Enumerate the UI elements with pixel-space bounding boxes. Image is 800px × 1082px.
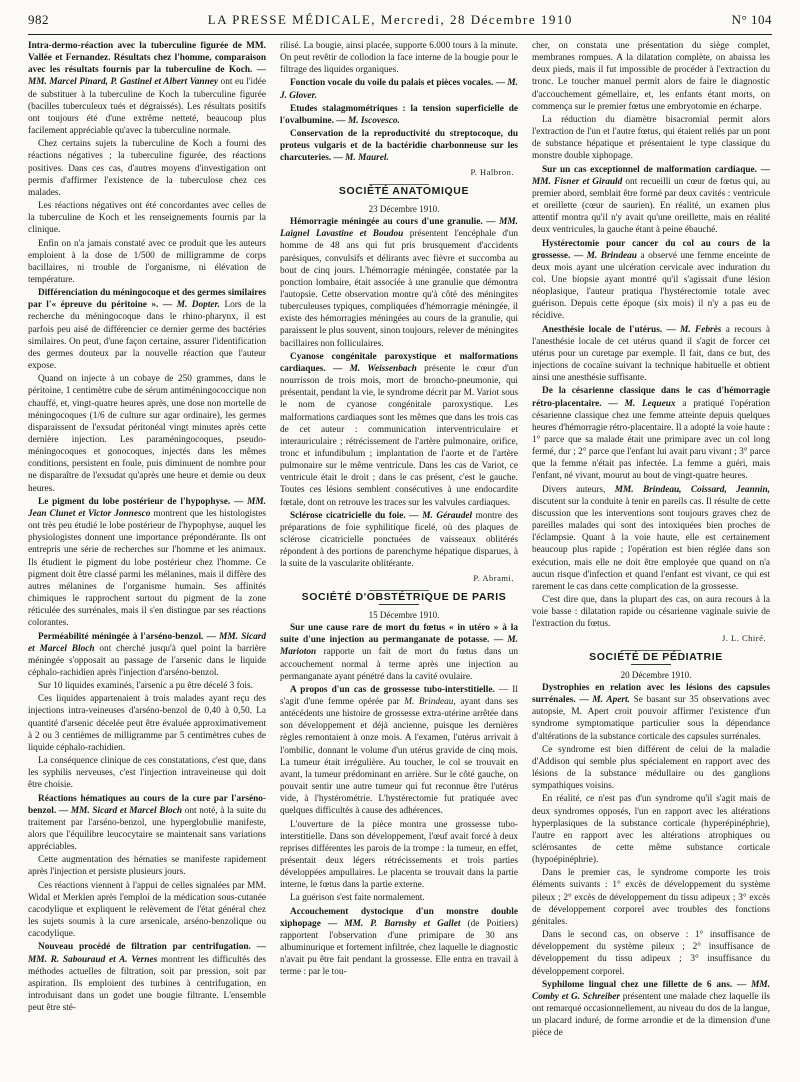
authors: MM. Fisner et Girauld (532, 176, 623, 187)
paragraph: cher, on constata une présentation du siège complet, membranes rompues. A la dilatation complète, on abaissa les deux pieds, mais il fut impossible de procéder à l'extraction du tronc. Le toucher manuel permit alors de faire le diagnostic d'accouchement gémellaire, et, les enfants étant morts, on commença sur le premier fœtus une embryotomie en écharpe. (532, 41, 770, 112)
paragraph: Syphilome lingual chez une fillette de 6 ans. — MM. Comby et G. Schreiber présentent une malade chez laquelle ils ont remarqué occasionnellement, au niveau du dos de la langue, un placard induré, de forme arrondie et de la dimension d'une pièce de (532, 979, 770, 1039)
authors: M. Apert. (592, 695, 630, 706)
authors: M. Iscovesco. (347, 115, 400, 126)
paragraph: Hémorragie méningée au cours d'une granulie. — MM. Laignel Lavastine et Boudou présentent l'encéphale d'un homme de 48 ans qui fut pris brusquement d'accidents parésiques, convulsifs et délirants avec fièvre et succomba au bout de cinq jours. L'hémorragie méningée, constatée par la ponction lombaire, était associée à une granulie que démontra l'autopsie. Cette observation montre qu'à côté des méningites tuberculeuses typiques, compliquées d'hémorragie méningée, il existe des hémorragies méningées au cours de la granulie, qui paraissent le plus souvent, sinon toujours, relever de méningites bacillaires non folliculaires. (280, 217, 518, 349)
authors: M. Dopter. (176, 300, 220, 311)
paragraph: rilisé. La bougie, ainsi placée, supporte 6.000 tours à la minute. On peut revêtir de collodion la face interne de la bougie pour le filtrage des liquides organiques. (280, 41, 518, 76)
section-rule (379, 604, 419, 605)
section-title: SOCIÉTÉ D'OBSTÉTRIQUE DE PARIS (301, 590, 507, 603)
column-1 (28, 40, 266, 1076)
authors: MM. Jean Clunet et Victor Jonnesco (28, 496, 266, 519)
article-heading: Etudes stalagmométriques : la tension superficielle de l'ovalbumine. — (280, 103, 518, 126)
article-heading: Perméabilité méningée à l'arséno-benzol. — (38, 631, 216, 642)
paragraph: Réactions hématiques au cours de la cure par l'arséno-benzol. — MM. Sicard et Marcel Bloch ont noté, à la suite du traitement par l'arséno-benzol, une hyperglobulie manifeste, alors que l'équilibre leucocytaire se maintenait sans variations appréciables. (28, 793, 266, 853)
section-rule (631, 664, 671, 665)
paragraph: La réduction du diamètre bisacromial permit alors l'extraction de l'un et l'autre fœtus, qui étaient reliés par un pont de substance hépatique et présentaient le type classique du monstre double xiphopage. (532, 114, 770, 162)
paragraph: Chez certains sujets la tuberculine de Koch a fourni des réactions négatives ; la tuberculine figurée, des réactions positives. Dans ces cas, d'autres moyens d'investigation ont permis d'affirmer l'existence de la tuberculose chez ces malades. (28, 139, 266, 198)
article-heading: Syphilome lingual chez une fillette de 6 ans. — (542, 979, 747, 990)
article-heading: Sur un cas exceptionnel de malformation cardiaque. — (542, 164, 770, 175)
paragraph (280, 77, 518, 101)
paragraph: Ces réactions viennent à l'appui de celles signalées par MM. Widal et Merklen après l'emploi de la médication sous-cutanée cacodylique et expliquent le relèvement de l'état général chez les sujets soumis à la cure arsenicale, arséno-benzolique ou cacodylique. (28, 880, 266, 940)
paragraph: C'est dire que, dans la plupart des cas, on aura recours à la voie basse : dilatation rapide ou césarienne vaginale suivie de l'extraction du fœtus. (532, 595, 770, 630)
paragraph: En réalité, ce n'est pas d'un syndrome qu'il s'agit mais de deux syndromes opposés, l'un en rapport avec les altérations hyperplasiques de la substance corticale (hyperépinéphrie), l'autre en rapport avec les altérations atrophiques ou sclérosantes de cette même substance corticale (hypoépinéphrie). (532, 794, 770, 866)
article-heading: Différenciation du méningocoque et des germes similaires par l'« épreuve du péritoine ». — (28, 288, 266, 311)
article-heading: Intra-dermo-réaction avec la tuberculine figurée de MM. Vallée et Fernandez. Résultats chez l'homme, comparaison avec les résultats fournis par la tuberculine de Koch. — (28, 41, 266, 76)
report-signature: J. L. Chiré. (721, 632, 766, 643)
authors: MM. Brindeau, Coissard, Jeannin, (614, 484, 770, 495)
paragraph: Ces liquides appartenaient à trois malades ayant reçu des injections intra-veineuses d'arséno-benzol de 0,40 à 0,50. La quantité d'arsenic décelée peut être évaluée approximativement à 2 ou 3 centièmes de milligramme par 5 centimètres cubes de liquide céphalo-rachidien. (28, 694, 266, 753)
paragraph: Dystrophies en relation avec les lésions des capsules surrénales. — M. Apert. Se basant sur 35 observations avec autopsie, M. Apert croit pouvoir affirmer l'existence d'un syndrome symptomatique particulier sous la dépendance d'altérations de la substance corticale des capsules surrénales. (532, 682, 770, 742)
section-date: 23 Décembre 1910. (368, 203, 440, 214)
section-title: SOCIÉTÉ DE PÉDIATRIE (589, 650, 723, 663)
paragraph: Les réactions négatives ont été concordantes avec celles de la tuberculine de Koch et les renseignements fournis par la clinique. (28, 201, 266, 236)
paragraph: Divers auteurs, MM. Brindeau, Coissard, Jeannin, discutent sur la conduite à tenir en pareils cas. Il résulte de cette discussion que les interventions sont toujours graves chez de pareilles malades qui sont des intoxiquées bien proches de l'éclampsie. Quant à la voie haute, elle est certainement beaucoup plus rapide ; l'opération est bien réglée dans son exécution, mais elle ne doit être employée que quand on n'a aucun risque d'infection et quand l'enfant est vivant, ce qui est rarement le cas dans cette complication de la grossesse. (532, 484, 770, 592)
authors: M. Géraudel (422, 510, 473, 521)
article-heading: Hystérectomie pour cancer du col au cours de la grossesse. — (532, 238, 770, 261)
authors: M. Febrès (680, 324, 722, 335)
authors: M. Maurel. (345, 153, 389, 164)
paragraph: Ce syndrome est bien différent de celui de la maladie d'Addison qui semble plus spécialement en rapport avec des lésions de la substance médullaire ou des ganglions sympathiques voisins. (532, 744, 770, 792)
paragraph: Sur une cause rare de mort du fœtus « in utéro » à la suite d'une injection au permanganate de potasse. — M. Marioton rapporte un fait de mort du fœtus dans un accouchement normal à terme après une injection au permanganate ayant pénétré dans la cavité ovulaire. (280, 623, 518, 682)
article-heading: Dystrophies en relation avec les lésions des capsules surrénales. — (532, 682, 770, 706)
paragraph: Nouveau procédé de filtration par centrifugation. — MM. R. Sabouraud et A. Vernes montrent les difficultés des méthodes actuelles de filtration, soit par pression, soit par aspiration. Ils emploient des turbines à centrifugation, en introduisant dans un godet une bougie filtrante. L'ensemble peut être sté- (28, 942, 266, 1014)
page-number: 982 (28, 12, 49, 27)
paragraph: Intra-dermo-réaction avec la tuberculine figurée de MM. Vallée et Fernandez. Résultats chez l'homme, comparaison avec les résultats fournis par la tuberculine de Koch. — MM. Marcel Pinard, P. Gastinel et Albert Vanney ont eu l'idée de substituer à la tuberculine de Koch la tuberculine figurée (bacilles tuberculeux tués et dégraissés). Les résultats positifs ont toujours été d'une extrême netteté, beaucoup plus facilement appréciable qu'avec la tuberculine normale. (28, 41, 266, 137)
paragraph: Le pigment du lobe postérieur de l'hypophyse. — MM. Jean Clunet et Victor Jonnesco montrent que les histologistes ont très peu étudié le lobe postérieur de l'hypophyse, auquel les physiologistes donnent une importance prépondérante. Ils ont entrepris une série de recherches sur l'homme et les animaux. Ils étudient le pigment du lobe postérieur chez l'homme. Ce pigment doit être classé parmi les mélanines, mais il diffère des autres mélanines de l'organisme humain. Ses affinités chimiques le rapprochent surtout du pigment de la zone réticulée des surrénales, mais il s'en distingue par ses réactions colorantes. (28, 496, 266, 629)
report-signature: P. Halbron. (470, 166, 514, 177)
authors: M. Weissenbach (349, 363, 417, 374)
authors: M. Marioton (280, 635, 518, 658)
section-date: 15 Décembre 1910. (368, 609, 440, 620)
report-signature: P. Abrami. (473, 572, 514, 583)
paragraph: Perméabilité méningée à l'arséno-benzol. — MM. Sicard et Marcel Bloch ont cherché jusqu'à quel point la barrière méningée s'opposait au passage de l'arsenic dans le liquide céphalo-rachidien après l'injection d'arséno-benzol. (28, 631, 266, 678)
article-heading: Fonction vocale du voile du palais et pièces vocales. — (290, 78, 505, 89)
paragraph (280, 128, 518, 164)
paragraph: Sclérose cicatricielle du foie. — M. Géraudel montre des préparations de foie syphilitique ficelé, où des plaques de sclérose cicatricielle ponctuées de vaisseaux oblitérés répondent à des portions de parenchyme hépatique disparues, à la suite de la vascularite oblitérante. (280, 510, 518, 570)
article-heading: Anesthésie locale de l'utérus. — (542, 324, 676, 335)
paragraph (280, 103, 518, 127)
authors: MM. R. Sabouraud et A. Vernes (28, 954, 158, 965)
article-heading: A propos d'un cas de grossesse tubo-interstitielle. (290, 684, 495, 695)
article-heading: Nouveau procédé de filtration par centrifugation. — (38, 942, 266, 953)
authors: M. J. Glover. (280, 78, 518, 101)
article-heading: De la césarienne classique dans le cas d'hémorragie rétro-placentaire. — (532, 386, 770, 409)
article-heading: Réactions hématiques au cours de la cure par l'arséno-benzol. — (28, 793, 266, 816)
column-3 (532, 40, 770, 1076)
article-heading: Conservation de la reproductivité du streptocoque, du proteus vulgaris et de la bactéridie charbonneuse sur les charcuteries. — (280, 129, 518, 164)
issue-number: N° 104 (731, 12, 772, 27)
paragraph: La conséquence clinique de ces constatations, c'est que, dans les syphilis nerveuses, c'est l'injection intraveineuse qui doit être choisie. (28, 756, 266, 791)
authors: MM. Sicard et Marcel Bloch (28, 631, 266, 654)
article-heading: Accouchement dystocique d'un monstre double xiphopage — (280, 906, 518, 929)
article-heading: Sur une cause rare de mort du fœtus « in utéro » à la suite d'une injection au permanganate de potasse. — (280, 623, 518, 646)
paragraph: Cette augmentation des hématies se manifeste rapidement après l'injection et persiste plusieurs jours. (28, 855, 266, 878)
paragraph: Cyanose congénitale paroxystique et malformations cardiaques. — M. Weissenbach présente le cœur d'un nourrisson de trois mois, mort de broncho-pneumonie, qui présentait, pendant la vie, le syndrome décrit par M. Variot sous le nom de cyanose congénitale paroxystique. Les malformations cardiaques sont les mêmes que dans les trois cas de cet auteur : communication interventriculaire et interauriculaire ; rétrécissement de l'artère pulmonaire, orifice, tronc et infundibulum ; implantation de l'aorte et de l'artère pulmonaire sur le même ventricule. Dans les cas de Variot, ce ventricule était le droit ; dans le cas présent, c'est le gauche. Toutes ces lésions semblent consécutives à une endocardite fœtale, dont on retrouve les traces sur les valvules cardiaques. (280, 351, 518, 508)
paragraph: Quand on injecte à un cobaye de 250 grammes, dans le péritoine, 1 centimètre cube de sérum antiméningococcique non chauffé, et, vingt-quatre heures après, une dose non mortelle de méningocoques (1/6 de culture sur agar ordinaire), les germes disparaissent de l'exsudat péritonéal vingt minutes après cette dernière injection. Les paraméningocoques, pseudo-méningocoques et gonocoques, injectés dans les mêmes conditions, persistent en foule, puis diminuent de nombre pour ne disparaître de l'exsudat qu'après une heure et demie ou deux heures. (28, 374, 266, 494)
authors: M. Brindeau, (404, 696, 456, 707)
page-header (28, 12, 772, 34)
paragraph: Accouchement dystocique d'un monstre double xiphopage — MM. P. Barnsby et Gallet (de Poitiers) rapportent l'observation d'une primipare de 30 ans albuminurique et fortement infiltrée, chez laquelle le diagnostic n'avait pu être fait pendant la grossesse. Elle entra en travail à terme : par le tou- (280, 906, 518, 978)
authors: MM. Comby et G. Schreiber (532, 979, 770, 1002)
column-2 (280, 40, 518, 1076)
authors: MM. Marcel Pinard, P. Gastinel et Albert Vanney (28, 77, 218, 88)
paragraph: Différenciation du méningocoque et des germes similaires par l'« épreuve du péritoine ». — M. Dopter. Lors de la recherche du méningocoque dans le rhino-pharynx, il est parfois peu aisé de différencier ce dernier germe des bactéries similaires. On peut, d'une façon certaine, assurer l'identification des germes douteux par la nouvelle réaction que l'auteur expose. (28, 288, 266, 372)
article-heading: Le pigment du lobe postérieur de l'hypophyse. — (38, 496, 244, 507)
paragraph: Anesthésie locale de l'utérus. — M. Febrès a recours à l'anesthésie locale de cet utérus quand il s'agit de forcer cet utérus pour un curetage par exemple. Il fait, dans ce but, des injections de cocaïne suivant la technique habituelle et obtient ainsi une anesthésie suffisante. (532, 324, 770, 384)
authors: MM. Sicard et Marcel Bloch (70, 805, 183, 816)
paragraph: La guérison s'est faite normalement. (290, 893, 425, 904)
paragraph: Dans le premier cas, le syndrome comporte les trois éléments suivants : 1° excès de développement du système pileux ; 2° excès de développement du tissu adipeux ; 3° excès de développement corporel avec troubles des fonctions génitales. (532, 868, 770, 927)
paragraph: Sur un cas exceptionnel de malformation cardiaque. — MM. Fisner et Girauld ont recueilli un cœur de fœtus qui, au premier abord, semblait être formé par deux cavités : ventricule et oreillette (cœur de saurien). En réalité, un examen plus attentif montra qu'il n'y avait qu'une oreillette, mais en réalité deux ventricules, la gauche étant à peine ébauché. (532, 164, 770, 236)
authors: MM. Laignel Lavastine et Boudou (280, 217, 518, 240)
authors: M. Brindeau (586, 250, 637, 261)
section-rule (379, 198, 419, 199)
paragraph: Sur 10 liquides examinés, l'arsenic a pu être décelé 3 fois. (38, 681, 253, 692)
article-heading: Cyanose congénitale paroxystique et malformations cardiaques. — (280, 351, 518, 374)
article-columns (28, 40, 772, 1076)
running-title: LA PRESSE MÉDICALE, Mercredi, 28 Décembre 1910 (207, 12, 573, 27)
section-title: SOCIÉTÉ ANATOMIQUE (338, 184, 470, 197)
paragraph: L'ouverture de la pièce montra une grossesse tubo-interstitielle. Dans son développement, l'œuf avait forcé à deux reprises différentes les parois de la trompe : la tumeur, en effet, présentait deux légers rétrécissements et trois parties développées ampullaires. Le placenta se trouvait dans la partie interne, le fœtus dans la partie externe. (280, 819, 518, 891)
article-heading: Hémorragie méningée au cours d'une granulie. — (290, 217, 496, 228)
paragraph: Dans le second cas, on observe : 1° insuffisance de développement du système pileux ; 2° insuffisance de développement du tissu adipeux ; 3° insuffisance du développement corporel. (532, 930, 770, 977)
header-rule (28, 34, 772, 35)
section-date: 20 Décembre 1910. (620, 669, 692, 680)
authors: M. Lequeux (624, 398, 676, 409)
authors: MM. P. Barnsby et Gallet (344, 918, 461, 929)
paragraph: Hystérectomie pour cancer du col au cours de la grossesse. — M. Brindeau a observé une femme enceinte de deux mois ayant une ulcération cervicale avec induration du col. Une biopsie ayant montré qu'il s'agissait d'une lésion néoplasique, l'auteur pratiqua l'hystérectomie totale avec guérison. Depuis cette époque (six mois) il n'y a pas eu de récidive. (532, 238, 770, 322)
paragraph: De la césarienne classique dans le cas d'hémorragie rétro-placentaire. — M. Lequeux a pratiqué l'opération césarienne classique chez une femme atteinte depuis quelques heures d'hémorragie rétro-placentaire. Il a adopté la voie haute : 1° parce que sa malade était une primipare avec un col long fermé, dur ; 2° parce que l'enfant lui avait paru vivant ; 3° parce que la femme n'était pas infectée. La femme a guéri, mais l'enfant, né vivant, mourut au bout de vingt-quatre heures. (532, 386, 770, 482)
article-heading: Sclérose cicatricielle du foie. — (290, 510, 419, 521)
paragraph: Enfin on n'a jamais constaté avec ce produit que les auteurs emploient à la dose de 1/500 de milligramme de corps bacillaires, ni trouble de l'organisme, ni élévation de température. (28, 238, 266, 285)
paragraph: A propos d'un cas de grossesse tubo-interstitielle. — Il s'agit d'une femme opérée par M. Brindeau, ayant dans ses antécédents une histoire de grossesse extra-utérine arrêtée dans son développement et déjà ancienne, puisque les dernières règles remontaient à onze mois. A l'examen, l'utérus arrivait à l'ombilic, donnant le volume d'un utérus gravide de cinq mois. La tumeur était irrégulière. Au toucher, le col se trouvait en avant, la tumeur prédominant en arrière. Sur le côté gauche, on pouvait sentir une autre tumeur qui fut reconnue être l'utérus vide, à l'hystérométrie. L'hystérectomie fut pratiquée avec quelques difficultés à cause des adhérences. (280, 684, 518, 817)
